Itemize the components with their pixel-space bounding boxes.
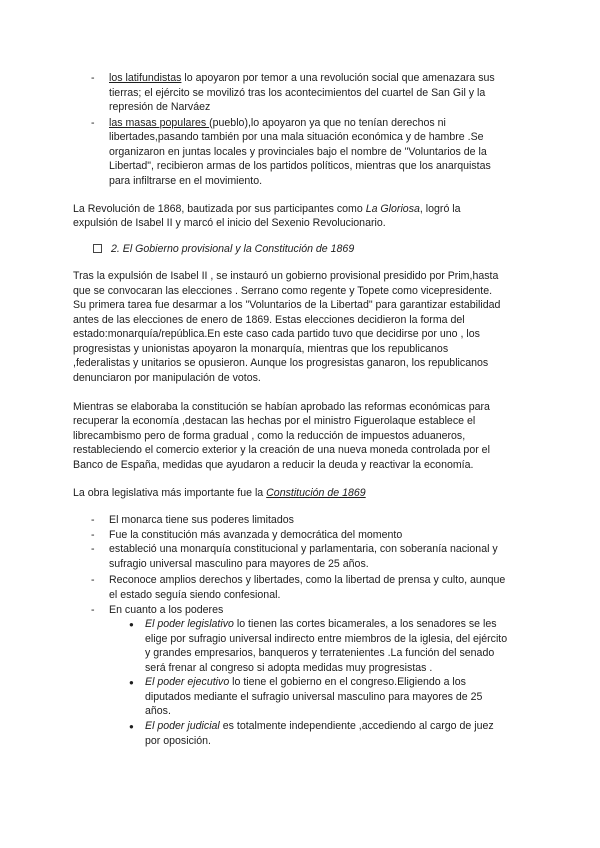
list-item-line: y grandes empresarios, banqueros y terratenientes .La función del senado bbox=[145, 647, 495, 659]
list-item-line: libertades,pasando también por una mala situación económica y de hambre .Se bbox=[109, 131, 484, 143]
text-fragment: es totalmente independiente ,accediendo al cargo de juez bbox=[219, 720, 494, 732]
list-item-line: el estado seguía siendo confesional. bbox=[109, 589, 281, 601]
paragraph-line: antes de las elecciones de enero de 1869. Estas elecciones decidieron la forma del bbox=[73, 314, 465, 326]
term-la-gloriosa: La Gloriosa bbox=[365, 203, 420, 215]
text-fragment: lo tienen las cortes bicamerales, a los senadores se les bbox=[233, 618, 497, 630]
text-fragment: , logró la bbox=[419, 203, 461, 215]
paragraph-line: Tras la expulsión de Isabel II , se instauró un gobierno provisional presidido por Prim,hasta bbox=[73, 270, 499, 282]
list-bullet-dot: ● bbox=[129, 678, 134, 687]
paragraph-line: Mientras se elaboraba la constitución se habían aprobado las reformas económicas para bbox=[73, 401, 490, 413]
list-item-line bbox=[145, 675, 466, 689]
list-item-line: tierras; el ejército se movilizó tras los acontecimientos del cuartel de San Gil y la bbox=[109, 87, 486, 99]
list-dash: - bbox=[91, 514, 95, 526]
term-poder-legislativo: El poder legislativo bbox=[145, 618, 234, 630]
paragraph-line: recuperar la economía ,destacan las hechas por el ministro Figuerolaque establece el bbox=[73, 415, 476, 427]
list-item-line: para infiltrarse en el movimiento. bbox=[109, 175, 263, 187]
list-item-line: por oposición. bbox=[145, 735, 211, 747]
list-item-line: años. bbox=[145, 705, 171, 717]
text-fragment: (pueblo),lo apoyaron ya que no tenían derechos ni bbox=[209, 117, 446, 129]
list-item-line: Reconoce amplios derechos y libertades, como la libertad de prensa y culto, aunque bbox=[109, 574, 506, 586]
checklist-checkbox[interactable] bbox=[93, 244, 102, 253]
term-constitucion-1869: Constitución de 1869 bbox=[266, 487, 366, 499]
list-item-line: El monarca tiene sus poderes limitados bbox=[109, 514, 294, 526]
paragraph-line bbox=[73, 486, 366, 500]
list-dash: - bbox=[91, 529, 95, 541]
list-item-line bbox=[109, 116, 446, 130]
list-item-line: Libertad", recibieron armas de los partidos políticos, mientras que los anarquistas bbox=[109, 160, 491, 172]
paragraph-line: librecambismo pero de forma gradual , como la reducción de impuestos aduaneros, bbox=[73, 430, 466, 442]
paragraph-line: ,federalistas y unitarios se opusieron. Aunque los progresistas ganaron, los republicanos bbox=[73, 357, 489, 369]
paragraph-line: Banco de España, medidas que ayudaron a reducir la deuda y reactivar la economía. bbox=[73, 459, 474, 471]
paragraph-line: denunciaron por manipulación de votos. bbox=[73, 372, 261, 384]
paragraph-line bbox=[73, 202, 461, 216]
list-item-line: En cuanto a los poderes bbox=[109, 604, 224, 616]
list-item-line: represión de Narváez bbox=[109, 101, 211, 113]
paragraph-line: expulsión de Isabel II y marcó el inicio del Sexenio Revolucionario. bbox=[73, 217, 386, 229]
term-poder-judicial: El poder judicial bbox=[145, 720, 220, 732]
list-dash: - bbox=[91, 117, 95, 129]
list-item-line: organizaron en juntas locales y provinciales bajo el nombre de "Voluntarios de la bbox=[109, 146, 487, 158]
list-item-line bbox=[145, 617, 497, 631]
paragraph-line: que se convocaran las elecciones . Serrano como regente y Topete como vicepresidente. bbox=[73, 285, 493, 297]
list-item-line bbox=[109, 71, 495, 85]
list-item-line: Fue la constitución más avanzada y democrática del momento bbox=[109, 529, 403, 541]
paragraph-line: estado:monarquía/república.En este caso cada partido tuvo que decidirse por uno , los bbox=[73, 328, 480, 340]
paragraph-line: Su primera tarea fue desarmar a los "Voluntarios de la Libertad" para garantizar estabilidad bbox=[73, 299, 501, 311]
paragraph-line: restableciendo el comercio exterior y la creación de una nueva moneda controlada por el bbox=[73, 444, 490, 456]
list-item-line: elige por sufragio universal indirecto entre miembros de la iglesia, del ejército bbox=[145, 633, 508, 645]
list-bullet-dot: ● bbox=[129, 620, 134, 629]
list-dash: - bbox=[91, 72, 95, 84]
text-fragment: La obra legislativa más importante fue la bbox=[73, 487, 267, 499]
list-dash: - bbox=[91, 604, 95, 616]
list-item-line: diputados mediante el sufragio universal masculino para mayores de 25 bbox=[145, 691, 483, 703]
list-item-line: estableció una monarquía constitucional y parlamentaria, con soberanía nacional y bbox=[109, 543, 498, 555]
list-bullet-dot: ● bbox=[129, 722, 134, 731]
list-dash: - bbox=[91, 543, 95, 555]
list-item-line: será frenar al congreso si adopta medidas muy progresistas . bbox=[145, 662, 433, 674]
term-latifundistas: los latifundistas bbox=[109, 72, 182, 84]
text-fragment: lo tiene el gobierno en el congreso.Eligiendo a los bbox=[229, 676, 466, 688]
text-fragment: lo apoyaron por temor a una revolución social que amenazara sus bbox=[181, 72, 495, 84]
list-item-line bbox=[145, 719, 494, 733]
term-masas-populares: las masas populares bbox=[109, 117, 210, 129]
text-fragment: La Revolución de 1868, bautizada por sus participantes como bbox=[73, 203, 366, 215]
term-poder-ejecutivo: El poder ejecutivo bbox=[145, 676, 230, 688]
list-dash: - bbox=[91, 574, 95, 586]
list-item-line: sufragio universal masculino para mayores de 25 años. bbox=[109, 558, 369, 570]
section-heading: 2. El Gobierno provisional y la Constitución de 1869 bbox=[111, 243, 355, 255]
paragraph-line: progresistas y unionistas apoyaron la monarquía, mientras que los republicanos bbox=[73, 343, 449, 355]
